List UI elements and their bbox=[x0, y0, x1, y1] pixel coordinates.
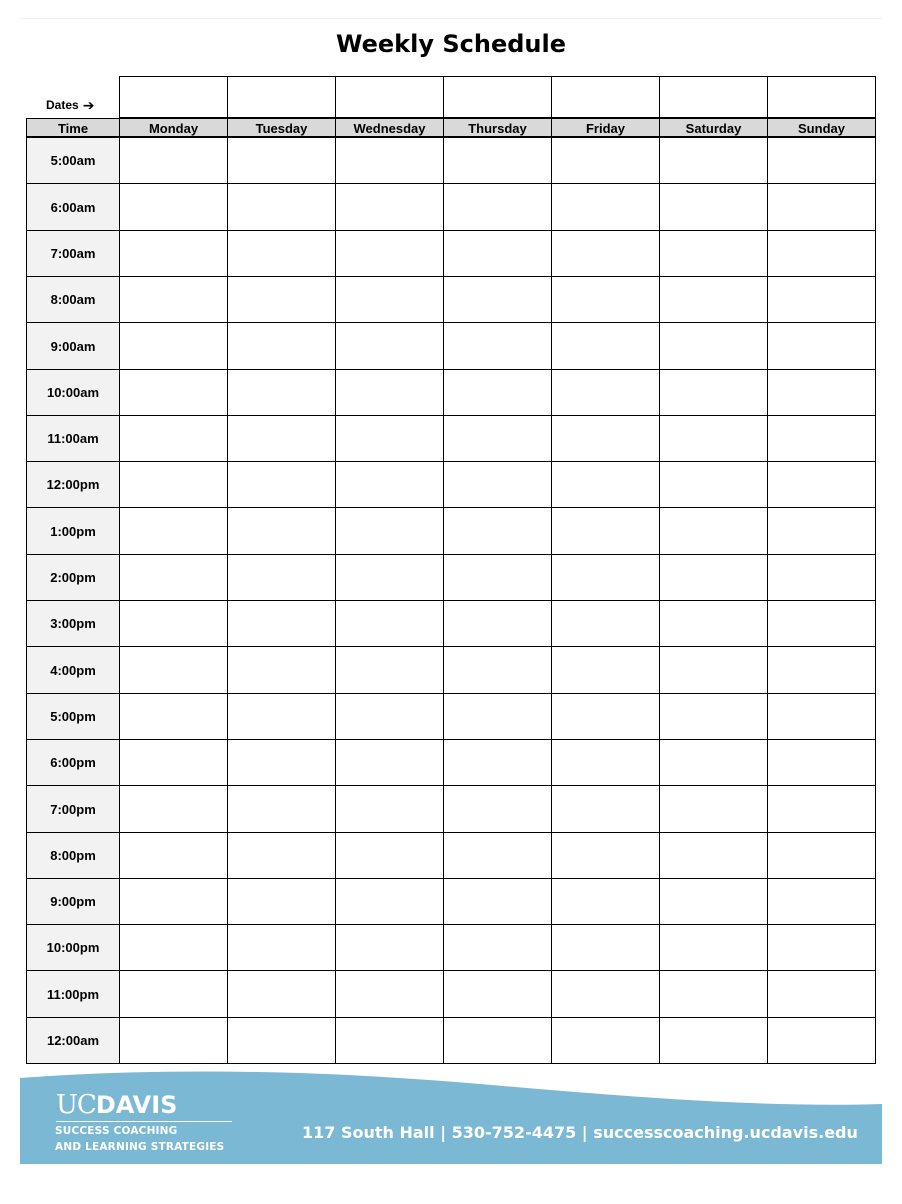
schedule-cell[interactable] bbox=[659, 137, 768, 184]
schedule-cell[interactable] bbox=[119, 878, 228, 925]
ucdavis-logo: UCDAVIS bbox=[56, 1090, 178, 1120]
schedule-cell[interactable] bbox=[119, 507, 228, 555]
time-label: 8:00am bbox=[26, 276, 120, 323]
header-day: Friday bbox=[551, 118, 660, 137]
schedule-cell[interactable] bbox=[443, 646, 552, 694]
time-label: 11:00am bbox=[26, 415, 120, 462]
time-label: 8:00pm bbox=[26, 832, 120, 879]
date-cell-2[interactable] bbox=[227, 76, 336, 118]
schedule-cell[interactable] bbox=[119, 924, 228, 971]
schedule-cell[interactable] bbox=[335, 924, 444, 971]
schedule-cell[interactable] bbox=[551, 600, 660, 647]
schedule-cell[interactable] bbox=[551, 832, 660, 879]
schedule-cell[interactable] bbox=[119, 461, 228, 508]
schedule-cell[interactable] bbox=[551, 785, 660, 833]
schedule-cell[interactable] bbox=[227, 554, 336, 601]
schedule-cell[interactable] bbox=[551, 739, 660, 786]
schedule-cell[interactable] bbox=[767, 554, 876, 601]
schedule-cell[interactable] bbox=[659, 693, 768, 740]
schedule-cell[interactable] bbox=[767, 322, 876, 370]
schedule-cell[interactable] bbox=[659, 739, 768, 786]
time-label: 12:00am bbox=[26, 1017, 120, 1064]
header-day: Sunday bbox=[767, 118, 876, 137]
schedule-cell[interactable] bbox=[227, 461, 336, 508]
schedule-cell[interactable] bbox=[659, 507, 768, 555]
schedule-cell[interactable] bbox=[335, 785, 444, 833]
schedule-cell[interactable] bbox=[119, 183, 228, 231]
schedule-cell[interactable] bbox=[767, 230, 876, 277]
dates-label-text: Dates bbox=[46, 98, 79, 112]
date-cell-3[interactable] bbox=[335, 76, 444, 118]
schedule-cell[interactable] bbox=[119, 230, 228, 277]
schedule-cell[interactable] bbox=[551, 415, 660, 462]
schedule-cell[interactable] bbox=[443, 693, 552, 740]
schedule-cell[interactable] bbox=[551, 230, 660, 277]
schedule-cell[interactable] bbox=[659, 600, 768, 647]
schedule-cell[interactable] bbox=[119, 369, 228, 416]
schedule-cell[interactable] bbox=[767, 646, 876, 694]
top-rule bbox=[20, 18, 882, 19]
schedule-cell[interactable] bbox=[767, 924, 876, 971]
schedule-cell[interactable] bbox=[227, 924, 336, 971]
schedule-cell[interactable] bbox=[227, 785, 336, 833]
schedule-cell[interactable] bbox=[443, 461, 552, 508]
date-cell-1[interactable] bbox=[119, 76, 228, 118]
schedule-cell[interactable] bbox=[659, 322, 768, 370]
schedule-cell[interactable] bbox=[119, 276, 228, 323]
schedule-cell[interactable] bbox=[659, 1017, 768, 1064]
schedule-cell[interactable] bbox=[443, 924, 552, 971]
schedule-cell[interactable] bbox=[659, 832, 768, 879]
time-label: 4:00pm bbox=[26, 646, 120, 694]
schedule-cell[interactable] bbox=[119, 1017, 228, 1064]
date-cell-7[interactable] bbox=[767, 76, 876, 118]
page-title: Weekly Schedule bbox=[335, 30, 566, 58]
schedule-cell[interactable] bbox=[443, 322, 552, 370]
schedule-cell[interactable] bbox=[767, 970, 876, 1018]
schedule-cell[interactable] bbox=[335, 183, 444, 231]
schedule-cell[interactable] bbox=[551, 369, 660, 416]
schedule-cell[interactable] bbox=[551, 693, 660, 740]
schedule-cell[interactable] bbox=[335, 878, 444, 925]
schedule-cell[interactable] bbox=[443, 137, 552, 184]
schedule-cell[interactable] bbox=[551, 970, 660, 1018]
schedule-cell[interactable] bbox=[443, 276, 552, 323]
schedule-cell[interactable] bbox=[443, 739, 552, 786]
schedule-cell[interactable] bbox=[227, 646, 336, 694]
schedule-cell[interactable] bbox=[227, 183, 336, 231]
header-day: Tuesday bbox=[227, 118, 336, 137]
schedule-cell[interactable] bbox=[227, 322, 336, 370]
schedule-cell[interactable] bbox=[119, 739, 228, 786]
schedule-cell[interactable] bbox=[443, 507, 552, 555]
schedule-cell[interactable] bbox=[227, 693, 336, 740]
schedule-cell[interactable] bbox=[551, 878, 660, 925]
schedule-cell[interactable] bbox=[335, 970, 444, 1018]
schedule-cell[interactable] bbox=[767, 739, 876, 786]
arrow-right-icon: ➔ bbox=[82, 97, 95, 113]
schedule-cell[interactable] bbox=[227, 415, 336, 462]
schedule-cell[interactable] bbox=[335, 137, 444, 184]
schedule-cell[interactable] bbox=[443, 832, 552, 879]
schedule-cell[interactable] bbox=[443, 785, 552, 833]
date-cell-4[interactable] bbox=[443, 76, 552, 118]
time-label: 9:00pm bbox=[26, 878, 120, 925]
schedule-cell[interactable] bbox=[443, 183, 552, 231]
schedule-cell[interactable] bbox=[443, 230, 552, 277]
schedule-cell[interactable] bbox=[551, 924, 660, 971]
schedule-cell[interactable] bbox=[659, 924, 768, 971]
schedule-cell[interactable] bbox=[551, 276, 660, 323]
header-day: Thursday bbox=[443, 118, 552, 137]
schedule-cell[interactable] bbox=[767, 137, 876, 184]
schedule-cell[interactable] bbox=[335, 739, 444, 786]
schedule-cell[interactable] bbox=[119, 137, 228, 184]
schedule-cell[interactable] bbox=[659, 785, 768, 833]
schedule-cell[interactable] bbox=[551, 322, 660, 370]
schedule-cell[interactable] bbox=[659, 461, 768, 508]
schedule-cell[interactable] bbox=[659, 369, 768, 416]
schedule-cell[interactable] bbox=[551, 183, 660, 231]
schedule-cell[interactable] bbox=[335, 461, 444, 508]
time-label: 6:00pm bbox=[26, 739, 120, 786]
dates-label bbox=[46, 98, 94, 112]
schedule-cell[interactable] bbox=[335, 693, 444, 740]
schedule-cell[interactable] bbox=[119, 832, 228, 879]
schedule-cell[interactable] bbox=[659, 878, 768, 925]
time-label: 6:00am bbox=[26, 183, 120, 231]
schedule-cell[interactable] bbox=[551, 1017, 660, 1064]
schedule-cell[interactable] bbox=[767, 276, 876, 323]
schedule-cell[interactable] bbox=[335, 322, 444, 370]
schedule-cell[interactable] bbox=[227, 369, 336, 416]
time-label: 1:00pm bbox=[26, 507, 120, 555]
time-label: 5:00am bbox=[26, 137, 120, 184]
schedule-cell[interactable] bbox=[767, 461, 876, 508]
logo-subtitle-line2: AND LEARNING STRATEGIES bbox=[55, 1141, 225, 1153]
schedule-cell[interactable] bbox=[659, 276, 768, 323]
schedule-cell[interactable] bbox=[227, 832, 336, 879]
schedule-cell[interactable] bbox=[767, 415, 876, 462]
time-label: 9:00am bbox=[26, 322, 120, 370]
header-day: Wednesday bbox=[335, 118, 444, 137]
time-label: 12:00pm bbox=[26, 461, 120, 508]
schedule-cell[interactable] bbox=[767, 369, 876, 416]
schedule-cell[interactable] bbox=[551, 507, 660, 555]
schedule-cell[interactable] bbox=[335, 415, 444, 462]
footer-contact: 117 South Hall | 530-752-4475 | successcoaching.ucdavis.edu bbox=[302, 1123, 858, 1142]
schedule-cell[interactable] bbox=[119, 785, 228, 833]
schedule-cell[interactable] bbox=[335, 832, 444, 879]
time-label: 2:00pm bbox=[26, 554, 120, 601]
schedule-cell[interactable] bbox=[335, 276, 444, 323]
time-label: 5:00pm bbox=[26, 693, 120, 740]
time-label: 11:00pm bbox=[26, 970, 120, 1018]
schedule-cell[interactable] bbox=[443, 1017, 552, 1064]
schedule-cell[interactable] bbox=[227, 276, 336, 323]
schedule-cell[interactable] bbox=[119, 322, 228, 370]
schedule-cell[interactable] bbox=[335, 1017, 444, 1064]
schedule-cell[interactable] bbox=[227, 739, 336, 786]
schedule-cell[interactable] bbox=[443, 970, 552, 1018]
time-label: 7:00pm bbox=[26, 785, 120, 833]
schedule-cell[interactable] bbox=[119, 693, 228, 740]
schedule-cell[interactable] bbox=[227, 230, 336, 277]
schedule-cell[interactable] bbox=[443, 369, 552, 416]
schedule-cell[interactable] bbox=[227, 878, 336, 925]
schedule-cell[interactable] bbox=[659, 415, 768, 462]
header-time: Time bbox=[26, 118, 120, 137]
schedule-cell[interactable] bbox=[659, 970, 768, 1018]
schedule-cell[interactable] bbox=[767, 878, 876, 925]
logo-subtitle-line1: SUCCESS COACHING bbox=[55, 1125, 178, 1137]
schedule-cell[interactable] bbox=[659, 183, 768, 231]
schedule-cell[interactable] bbox=[767, 507, 876, 555]
schedule-cell[interactable] bbox=[767, 600, 876, 647]
schedule-cell[interactable] bbox=[227, 137, 336, 184]
schedule-cell[interactable] bbox=[227, 1017, 336, 1064]
schedule-cell[interactable] bbox=[443, 600, 552, 647]
schedule-cell[interactable] bbox=[767, 693, 876, 740]
date-cell-6[interactable] bbox=[659, 76, 768, 118]
time-label: 3:00pm bbox=[26, 600, 120, 647]
schedule-cell[interactable] bbox=[335, 600, 444, 647]
schedule-cell[interactable] bbox=[335, 507, 444, 555]
schedule-cell[interactable] bbox=[227, 970, 336, 1018]
schedule-cell[interactable] bbox=[767, 785, 876, 833]
schedule-cell[interactable] bbox=[659, 646, 768, 694]
time-label: 10:00pm bbox=[26, 924, 120, 971]
schedule-cell[interactable] bbox=[443, 878, 552, 925]
schedule-cell[interactable] bbox=[335, 369, 444, 416]
schedule-cell[interactable] bbox=[335, 554, 444, 601]
date-cell-5[interactable] bbox=[551, 76, 660, 118]
schedule-cell[interactable] bbox=[227, 507, 336, 555]
schedule-cell[interactable] bbox=[551, 137, 660, 184]
schedule-cell[interactable] bbox=[551, 646, 660, 694]
logo-divider bbox=[56, 1121, 232, 1122]
header-day: Monday bbox=[119, 118, 228, 137]
schedule-cell[interactable] bbox=[659, 554, 768, 601]
schedule-cell[interactable] bbox=[767, 183, 876, 231]
schedule-cell[interactable] bbox=[767, 1017, 876, 1064]
schedule-cell[interactable] bbox=[443, 415, 552, 462]
schedule-cell[interactable] bbox=[443, 554, 552, 601]
header-day: Saturday bbox=[659, 118, 768, 137]
schedule-cell[interactable] bbox=[551, 461, 660, 508]
schedule-cell[interactable] bbox=[119, 600, 228, 647]
time-label: 7:00am bbox=[26, 230, 120, 277]
schedule-cell[interactable] bbox=[119, 970, 228, 1018]
schedule-cell[interactable] bbox=[227, 600, 336, 647]
schedule-cell[interactable] bbox=[767, 832, 876, 879]
schedule-cell[interactable] bbox=[551, 554, 660, 601]
schedule-cell[interactable] bbox=[119, 554, 228, 601]
schedule-cell[interactable] bbox=[119, 415, 228, 462]
schedule-cell[interactable] bbox=[335, 646, 444, 694]
schedule-cell[interactable] bbox=[119, 646, 228, 694]
schedule-cell[interactable] bbox=[659, 230, 768, 277]
schedule-cell[interactable] bbox=[335, 230, 444, 277]
time-label: 10:00am bbox=[26, 369, 120, 416]
